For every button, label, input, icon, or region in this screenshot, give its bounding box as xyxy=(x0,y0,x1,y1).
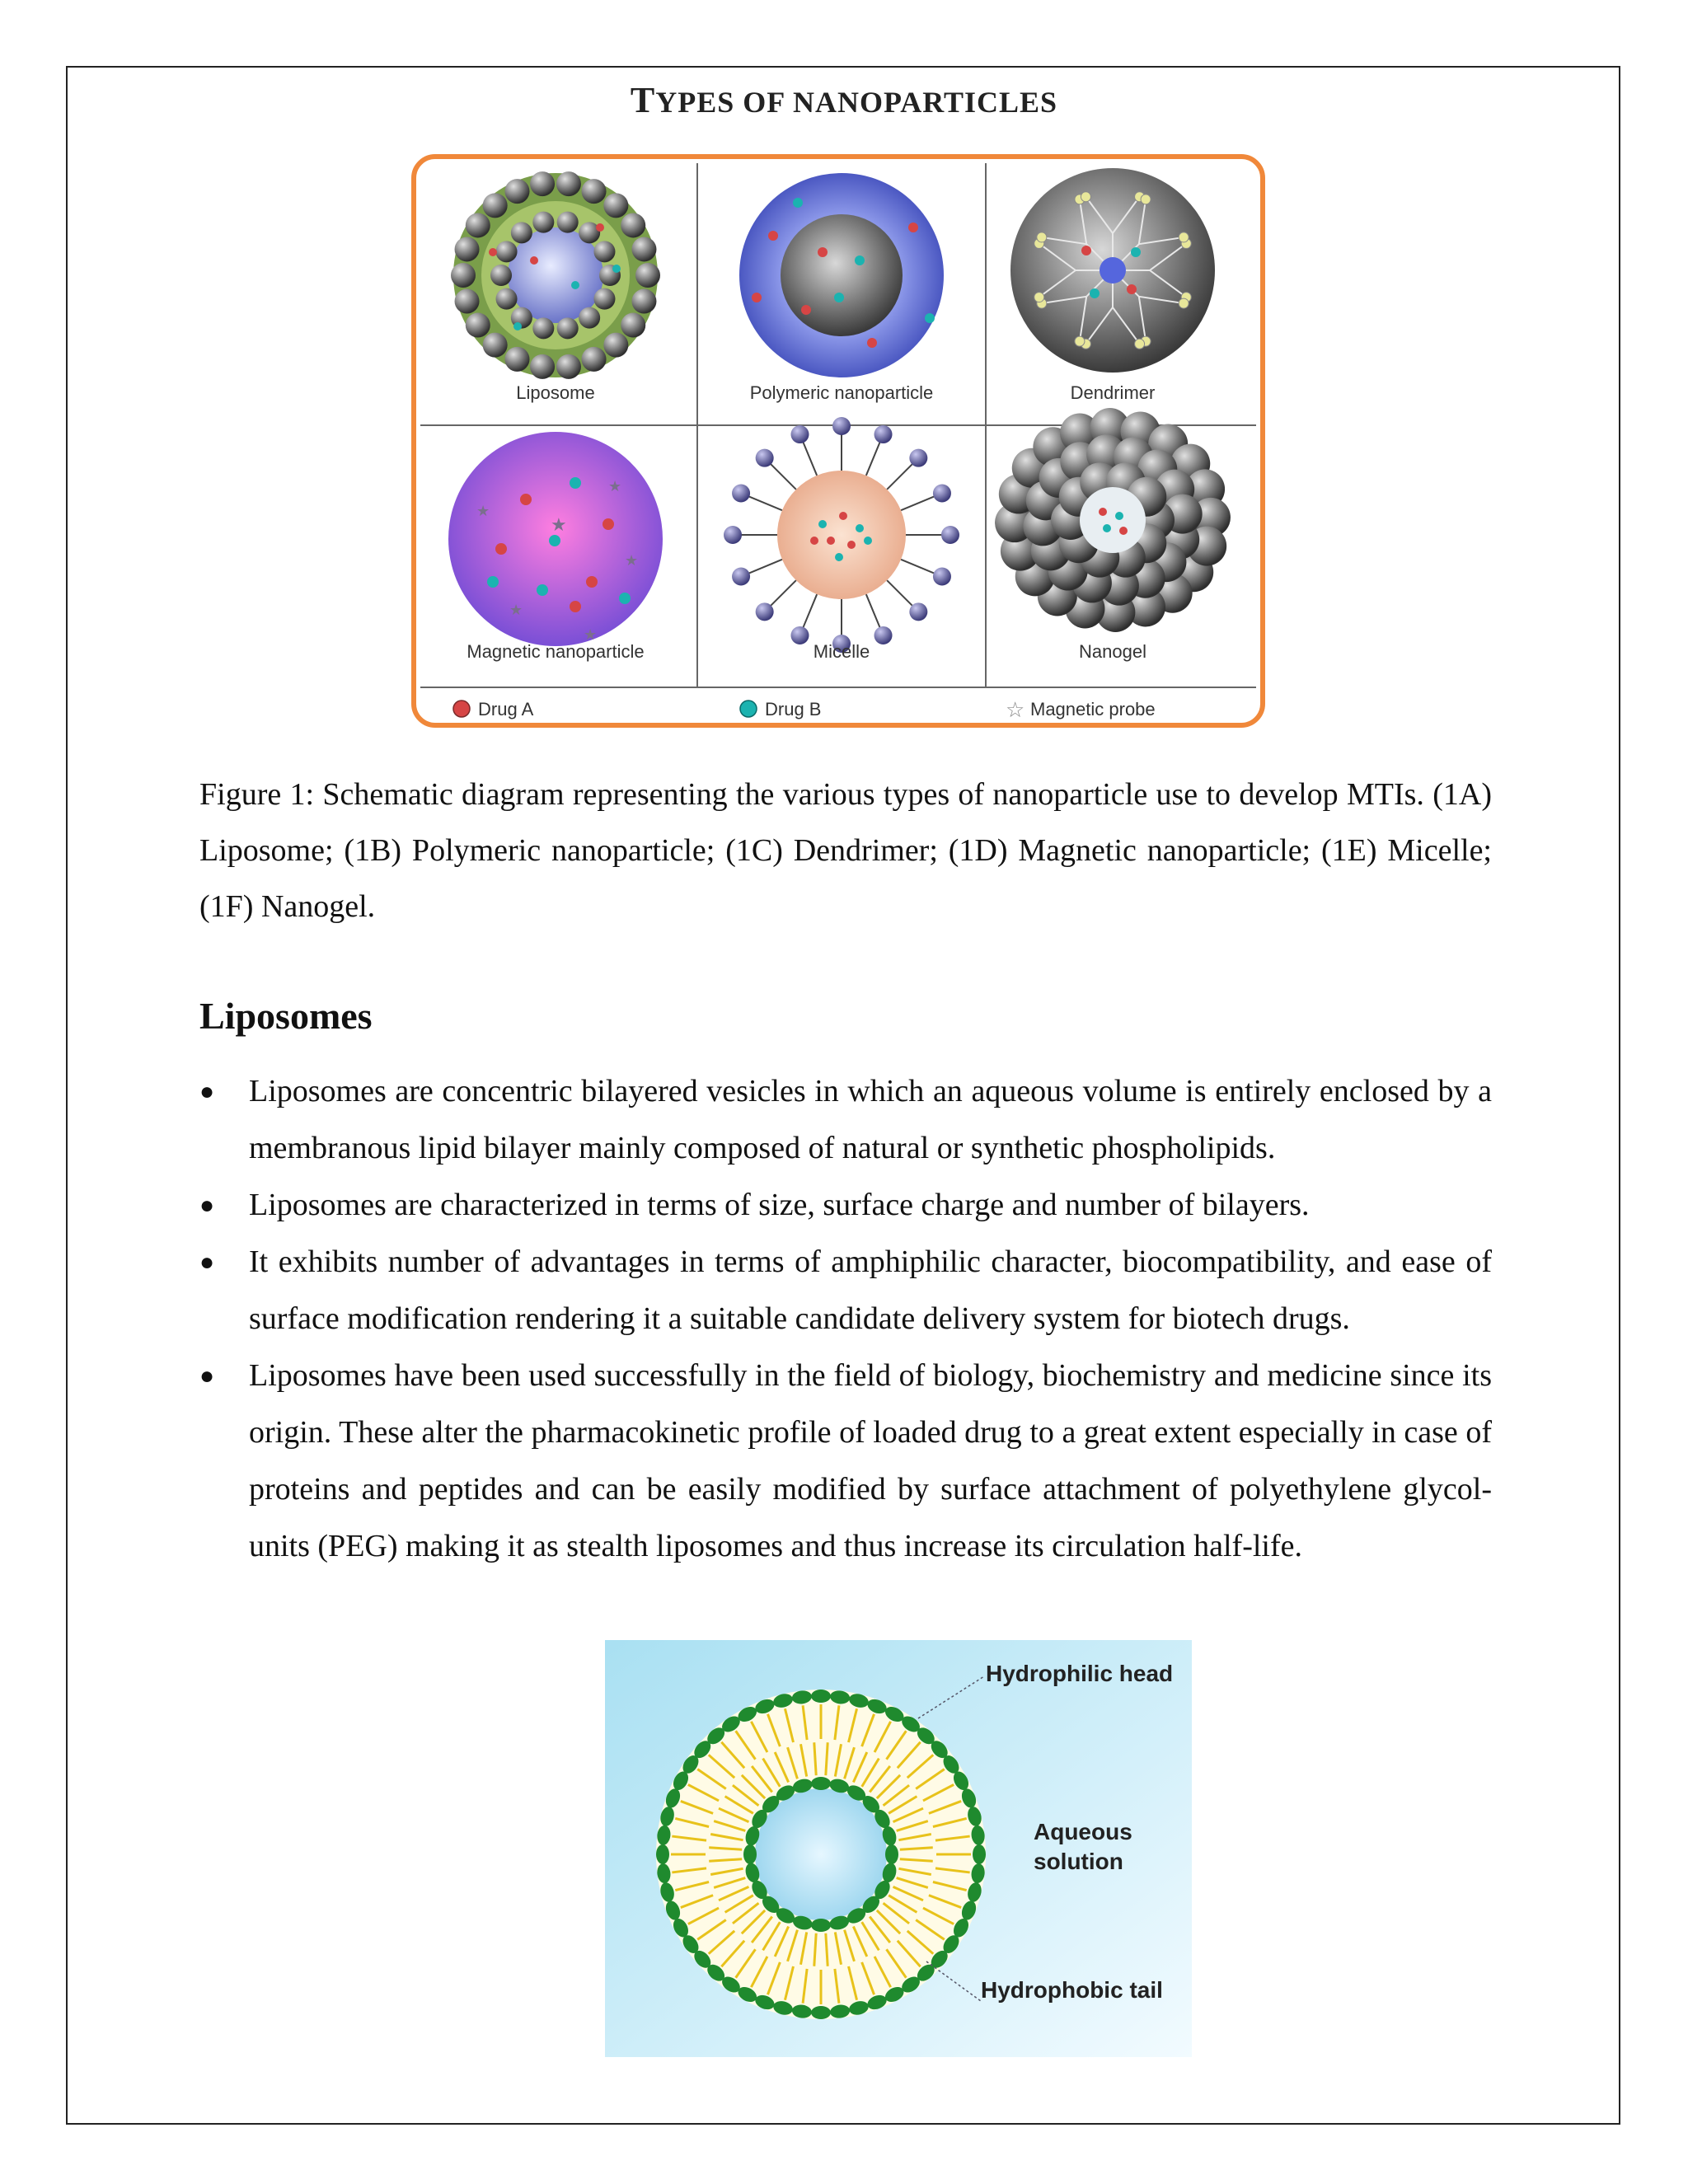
nanoparticle-types-figure xyxy=(410,153,1266,729)
panel-label-nanogel: Nanogel xyxy=(1079,641,1146,662)
hydrophobic-tail-label: Hydrophobic tail xyxy=(981,1977,1163,2003)
section-title: Liposomes xyxy=(199,995,373,1037)
svg-text:★: ★ xyxy=(625,552,639,569)
dendrimer-graphic xyxy=(1010,168,1215,373)
bullet-icon: ● xyxy=(199,1192,215,1219)
panel-label-magnetic: Magnetic nanoparticle xyxy=(467,641,645,662)
bullet-icon: ● xyxy=(199,1362,215,1390)
figure-caption: Figure 1: Schematic diagram representing the various types of nanoparticle use to develop MTIs. (1A) Liposome; (1B) Polymeric nanoparticle; (1C) Dendrimer; (1D) Magnetic nanoparticle; (1E) Micelle; (1F) Nanogel. xyxy=(199,777,1492,924)
list-item: ● Liposomes are characterized in terms of size, surface charge and number of bilayers. xyxy=(199,1177,1492,1234)
polymeric-nanoparticle-graphic xyxy=(739,173,944,377)
svg-text:★: ★ xyxy=(476,503,490,519)
svg-text:★: ★ xyxy=(584,626,598,643)
legend-magnetic-probe: Magnetic probe xyxy=(1030,699,1156,719)
svg-text:★: ★ xyxy=(509,602,523,618)
star-icon: ☆ xyxy=(1006,698,1025,722)
list-item: ● Liposomes are concentric bilayered vesicles in which an aqueous volume is entirely enclosed by a membranous lipid bilayer mainly composed of natural or synthetic phospholipids. xyxy=(199,1063,1492,1177)
panel-label-polymeric: Polymeric nanoparticle xyxy=(749,382,934,403)
svg-text:★: ★ xyxy=(608,478,622,494)
hydrophilic-head-label: Hydrophilic head xyxy=(986,1661,1174,1686)
list-item: ● Liposomes have been used successfully in the field of biology, biochemistry and medicine since its origin. These alter the pharmacokinetic profile of loaded drug to a great extent especially in case of proteins and peptides and can be easily modified by surface attachment of polyethylene glycol-units (PEG) making it as stealth liposomes and thus increase its circulation half-life. xyxy=(199,1347,1492,1575)
aqueous-label-1: Aqueous xyxy=(1034,1819,1132,1844)
svg-text:★: ★ xyxy=(551,514,567,535)
legend-drug-b: Drug B xyxy=(765,699,822,719)
panel-label-dendrimer: Dendrimer xyxy=(1070,382,1156,403)
bullet-icon: ● xyxy=(199,1249,215,1276)
drug-b-marker xyxy=(740,701,757,717)
bullet-list xyxy=(199,1063,1492,1575)
legend-drug-a: Drug A xyxy=(478,699,534,719)
liposome-structure-figure xyxy=(605,1640,1192,2057)
drug-a-marker xyxy=(453,701,470,717)
bullet-icon: ● xyxy=(199,1078,215,1105)
micelle-graphic xyxy=(724,417,959,653)
page-heading: TYPES OF NANOPARTICLES xyxy=(630,80,1058,120)
panel-label-liposome: Liposome xyxy=(516,382,595,403)
list-item: ● It exhibits number of advantages in terms of amphiphilic character, biocompatibility, and ease of surface modification rendering it a suitable candidate delivery system for biotech drugs. xyxy=(199,1234,1492,1347)
panel-label-micelle: Micelle xyxy=(813,641,870,662)
magnetic-nanoparticle-graphic xyxy=(448,432,663,646)
aqueous-label-2: solution xyxy=(1034,1849,1123,1874)
